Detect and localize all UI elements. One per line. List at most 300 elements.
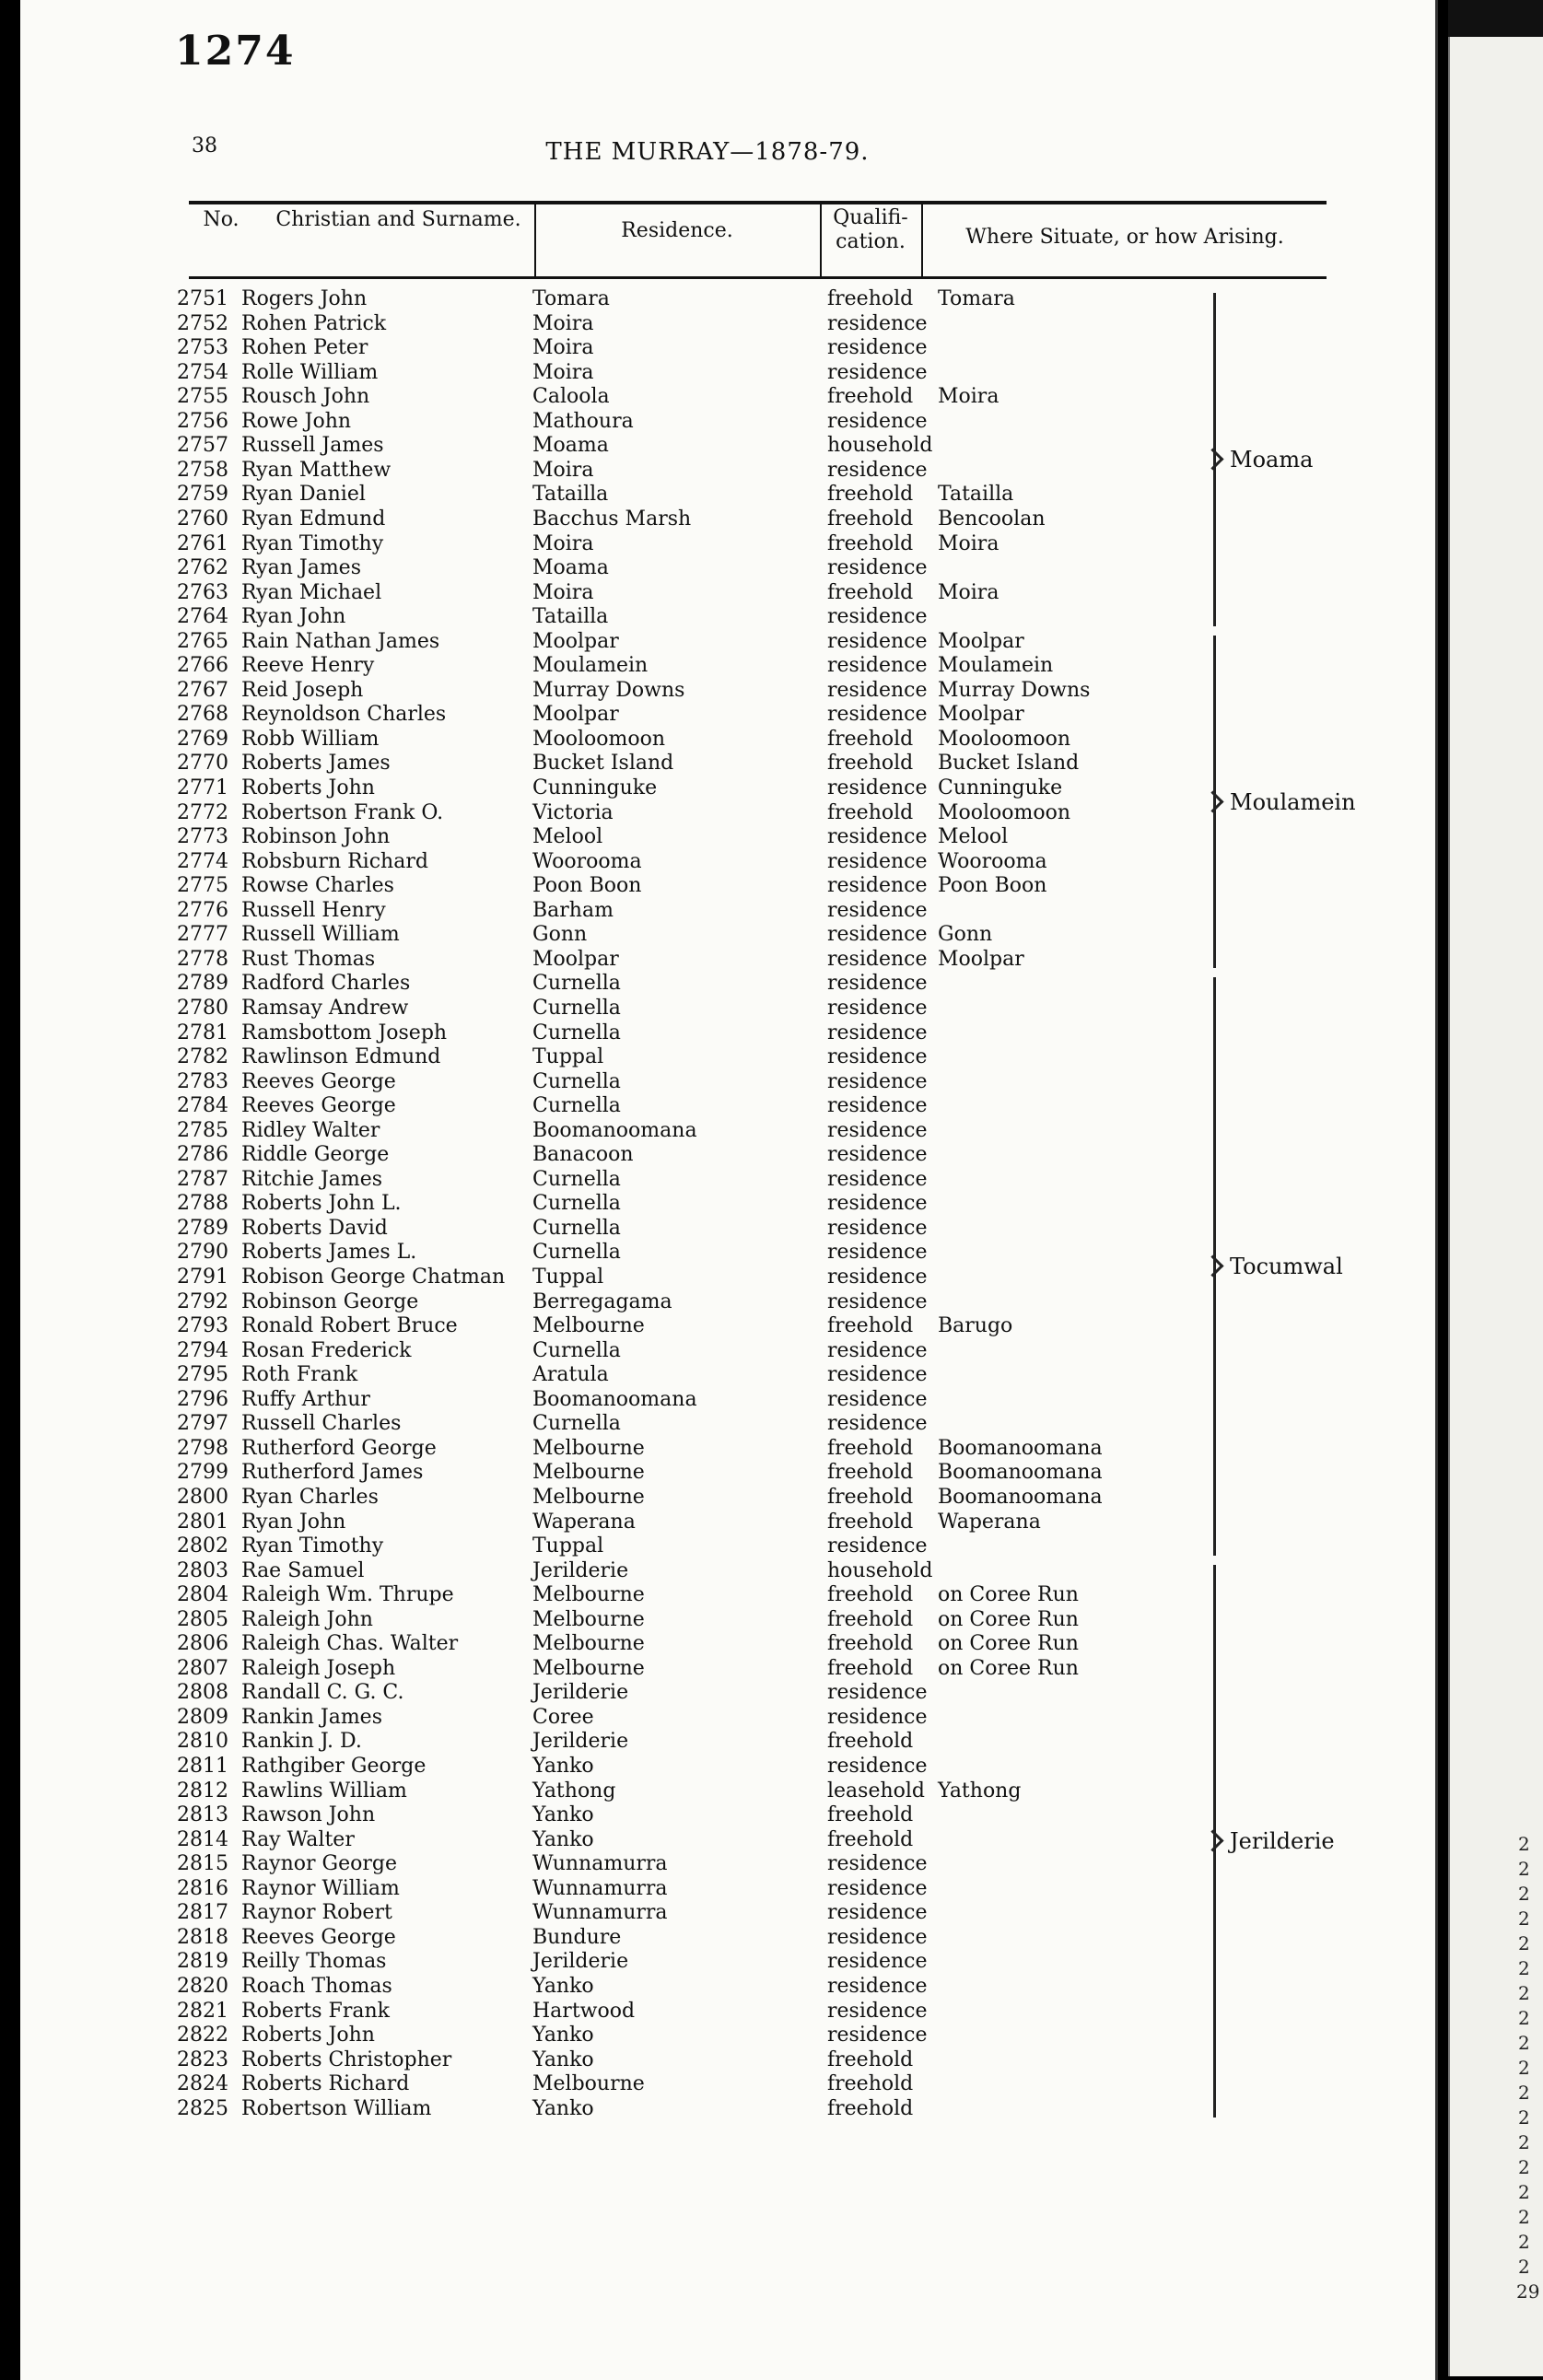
qualification: freehold: [827, 483, 914, 507]
qualification: residence: [827, 1534, 928, 1558]
row-number: 2820: [177, 1974, 228, 1998]
elector-name: Raleigh Chas. Walter: [241, 1632, 459, 1656]
residence: Bacchus Marsh: [532, 507, 692, 531]
district-label: Moulamein: [1230, 788, 1356, 815]
elector-name: Roberts John: [241, 776, 375, 799]
elector-name: Rowse Charles: [241, 874, 394, 898]
elector-name: Roach Thomas: [241, 1974, 392, 1998]
residence: Wunnamurra: [532, 1852, 668, 1876]
residence: Boomanoomana: [532, 1387, 697, 1411]
row-number: 2762: [177, 556, 228, 580]
residence: Melbourne: [532, 1632, 645, 1656]
qualification: residence: [827, 1118, 928, 1142]
residence: Poon Boon: [532, 874, 642, 898]
elector-name: Ryan John: [241, 605, 346, 629]
residence: Melbourne: [532, 2072, 645, 2096]
qualification: residence: [827, 849, 928, 873]
row-number: 2751: [177, 287, 228, 310]
adjacent-page-digit: 2: [1518, 2032, 1530, 2054]
row-number: 2801: [177, 1510, 228, 1534]
residence: Yanko: [532, 2024, 594, 2048]
residence: Victoria: [532, 800, 614, 824]
residence: Jerilderie: [532, 1558, 629, 1582]
where-situate: Boomanoomana: [938, 1436, 1103, 1460]
row-number: 2775: [177, 874, 228, 898]
residence: Curnella: [532, 1167, 621, 1191]
elector-name: Rathgiber George: [241, 1755, 427, 1778]
elector-name: Raynor Robert: [241, 1901, 392, 1925]
where-situate: Boomanoomana: [938, 1461, 1103, 1485]
qualification: leasehold: [827, 1779, 926, 1802]
elector-name: Ruffy Arthur: [241, 1387, 370, 1411]
residence: Waperana: [532, 1510, 636, 1534]
residence: Moira: [532, 458, 594, 482]
residence: Curnella: [532, 1021, 621, 1044]
row-number: 2817: [177, 1901, 228, 1925]
residence: Curnella: [532, 996, 621, 1020]
qualification: freehold: [827, 1827, 914, 1851]
elector-name: Ramsay Andrew: [241, 996, 409, 1020]
row-number: 2770: [177, 752, 228, 776]
residence: Tatailla: [532, 483, 609, 507]
adjacent-page-digit: 2: [1518, 2131, 1530, 2153]
header-residence: Residence.: [621, 219, 733, 242]
adjacent-page-digit: 29: [1516, 2281, 1540, 2303]
residence: Jerilderie: [532, 1950, 629, 1974]
residence: Melbourne: [532, 1485, 645, 1509]
residence: Tomara: [532, 287, 610, 310]
qualification: freehold: [827, 2072, 914, 2096]
adjacent-page-digit: 2: [1518, 1858, 1530, 1880]
qualification: freehold: [827, 1730, 914, 1754]
adjacent-page-digit: 2: [1518, 1932, 1530, 1954]
qualification: freehold: [827, 752, 914, 776]
elector-name: Ramsbottom Joseph: [241, 1021, 448, 1044]
elector-name: Rogers John: [241, 287, 368, 310]
residence: Curnella: [532, 1412, 621, 1436]
where-situate: Gonn: [938, 923, 993, 947]
qualification: freehold: [827, 1485, 914, 1509]
row-number: 2778: [177, 947, 228, 971]
qualification: freehold: [827, 1803, 914, 1827]
residence: Aratula: [532, 1363, 609, 1387]
where-situate: Mooloomoon: [938, 727, 1071, 751]
residence: Jerilderie: [532, 1730, 629, 1754]
row-number: 2807: [177, 1656, 228, 1680]
adjacent-page-digit: 2: [1518, 2181, 1530, 2203]
row-number: 2812: [177, 1779, 228, 1802]
residence: Coree: [532, 1705, 594, 1729]
qualification: residence: [827, 996, 928, 1020]
qualification: freehold: [827, 1510, 914, 1534]
folio-number: 1274: [175, 28, 296, 75]
qualification: residence: [827, 1192, 928, 1216]
row-number: 2766: [177, 654, 228, 678]
row-number: 2761: [177, 531, 228, 555]
qualification: residence: [827, 1069, 928, 1093]
residence: Caloola: [532, 385, 610, 409]
elector-name: Rosan Frederick: [241, 1338, 412, 1362]
elector-name: Robsburn Richard: [241, 849, 428, 873]
elector-name: Reeves George: [241, 1094, 396, 1118]
elector-name: Rawson John: [241, 1803, 376, 1827]
header-qualification: Qualifi-cation.: [833, 206, 908, 253]
qualification: residence: [827, 1094, 928, 1118]
row-number: 2796: [177, 1387, 228, 1411]
qualification: residence: [827, 1167, 928, 1191]
residence: Tatailla: [532, 605, 609, 629]
elector-name: Rankin J. D.: [241, 1730, 362, 1754]
row-number: 2804: [177, 1583, 228, 1607]
where-situate: Moolpar: [938, 947, 1024, 971]
elector-name: Roberts John: [241, 2024, 375, 2048]
elector-name: Ritchie James: [241, 1167, 383, 1191]
where-situate: Moira: [938, 531, 999, 555]
qualification: residence: [827, 1216, 928, 1240]
qualification: residence: [827, 1974, 928, 1998]
row-number: 2782: [177, 1045, 228, 1069]
row-number: 2755: [177, 385, 228, 409]
row-number: 2781: [177, 1021, 228, 1044]
elector-name: Raynor William: [241, 1876, 400, 1900]
residence: Tuppal: [532, 1266, 604, 1289]
page-number: 38: [192, 134, 217, 158]
district-label: Moama: [1230, 446, 1314, 472]
qualification: freehold: [827, 507, 914, 531]
row-number: 2791: [177, 1266, 228, 1289]
residence: Jerilderie: [532, 1681, 629, 1705]
row-number: 2774: [177, 849, 228, 873]
row-number: 2809: [177, 1705, 228, 1729]
row-number: 2768: [177, 703, 228, 727]
elector-name: Reynoldson Charles: [241, 703, 447, 727]
where-situate: Moira: [938, 580, 999, 604]
elector-name: Robertson Frank O.: [241, 800, 444, 824]
where-situate: Boomanoomana: [938, 1485, 1103, 1509]
elector-name: Ryan Timothy: [241, 1534, 384, 1558]
qualification: freehold: [827, 580, 914, 604]
adjacent-page-digit: 2: [1518, 1982, 1530, 2004]
elector-name: Roberts Christopher: [241, 2048, 452, 2071]
qualification: residence: [827, 703, 928, 727]
qualification: freehold: [827, 1632, 914, 1656]
qualification: freehold: [827, 1461, 914, 1485]
residence: Wunnamurra: [532, 1876, 668, 1900]
elector-name: Russell James: [241, 434, 384, 458]
elector-name: Ryan Daniel: [241, 483, 366, 507]
elector-name: Raleigh Joseph: [241, 1656, 396, 1680]
residence: Yanko: [532, 2096, 594, 2120]
qualification: residence: [827, 1681, 928, 1705]
header-no: No.: [203, 208, 240, 231]
elector-name: Ronald Robert Bruce: [241, 1314, 458, 1338]
qualification: freehold: [827, 2096, 914, 2120]
adjacent-page-digit: 2: [1518, 1957, 1530, 1979]
row-number: 2752: [177, 311, 228, 335]
elector-name: Randall C. G. C.: [241, 1681, 404, 1705]
row-number: 2797: [177, 1412, 228, 1436]
elector-name: Rowe John: [241, 409, 352, 433]
row-number: 2793: [177, 1314, 228, 1338]
elector-name: Raleigh John: [241, 1607, 373, 1631]
elector-name: Rolle William: [241, 360, 379, 384]
qualification: household: [827, 434, 933, 458]
elector-name: Robinson George: [241, 1289, 419, 1313]
row-number: 2763: [177, 580, 228, 604]
elector-name: Rawlins William: [241, 1779, 407, 1802]
where-situate: on Coree Run: [938, 1632, 1079, 1656]
where-situate: Cunninguke: [938, 776, 1063, 799]
residence: Yanko: [532, 1827, 594, 1851]
residence: Curnella: [532, 1094, 621, 1118]
elector-name: Roberts Richard: [241, 2072, 410, 2096]
where-situate: Mooloomoon: [938, 800, 1071, 824]
adjacent-page-digit: 2: [1518, 2231, 1530, 2253]
qualification: residence: [827, 458, 928, 482]
elector-name: Ryan James: [241, 556, 361, 580]
elector-name: Roberts James L.: [241, 1241, 417, 1265]
elector-name: Reid Joseph: [241, 678, 364, 702]
where-situate: on Coree Run: [938, 1583, 1079, 1607]
elector-name: Ryan Michael: [241, 580, 382, 604]
where-situate: Yathong: [938, 1779, 1022, 1802]
row-number: 2794: [177, 1338, 228, 1362]
row-number: 2776: [177, 898, 228, 922]
residence: Gonn: [532, 923, 588, 947]
row-number: 2790: [177, 1241, 228, 1265]
running-title: THE MURRAY—1878-79.: [545, 138, 870, 166]
elector-name: Rust Thomas: [241, 947, 376, 971]
elector-name: Riddle George: [241, 1143, 390, 1167]
qualification: residence: [827, 1705, 928, 1729]
residence: Moira: [532, 311, 594, 335]
where-situate: Bencoolan: [938, 507, 1046, 531]
residence: Moama: [532, 434, 609, 458]
residence: Moira: [532, 336, 594, 360]
header-bottom-rule: [189, 276, 1327, 279]
elector-name: Rohen Peter: [241, 336, 368, 360]
elector-name: Ryan Edmund: [241, 507, 386, 531]
elector-name: Robison George Chatman: [241, 1266, 506, 1289]
where-situate: Melool: [938, 825, 1009, 849]
row-number: 2800: [177, 1485, 228, 1509]
elector-name: Russell Charles: [241, 1412, 402, 1436]
row-number: 2802: [177, 1534, 228, 1558]
row-number: 2771: [177, 776, 228, 799]
qualification: freehold: [827, 531, 914, 555]
residence: Berregagama: [532, 1289, 672, 1313]
residence: Moira: [532, 360, 594, 384]
qualification: residence: [827, 1241, 928, 1265]
where-situate: Moulamein: [938, 654, 1054, 678]
adjacent-page-digit: 2: [1518, 2057, 1530, 2079]
row-number: 2783: [177, 1069, 228, 1093]
qualification: residence: [827, 409, 928, 433]
row-number: 2803: [177, 1558, 228, 1582]
residence: Curnella: [532, 1241, 621, 1265]
qualification: residence: [827, 2024, 928, 2048]
qualification: residence: [827, 336, 928, 360]
qualification: freehold: [827, 1314, 914, 1338]
qualification: residence: [827, 1266, 928, 1289]
elector-name: Rousch John: [241, 385, 370, 409]
row-number: 2786: [177, 1143, 228, 1167]
residence: Cunninguke: [532, 776, 658, 799]
adjacent-page-digit: 2: [1518, 2007, 1530, 2029]
row-number: 2819: [177, 1950, 228, 1974]
row-number: 2777: [177, 923, 228, 947]
row-number: 2767: [177, 678, 228, 702]
row-number: 2780: [177, 996, 228, 1020]
qualification: freehold: [827, 1583, 914, 1607]
where-situate: on Coree Run: [938, 1656, 1079, 1680]
district-label: Tocumwal: [1230, 1254, 1343, 1279]
adjacent-page-digit: 2: [1518, 2106, 1530, 2129]
qualification: freehold: [827, 727, 914, 751]
adjacent-page-digit: 2: [1518, 2256, 1530, 2278]
row-number: 2825: [177, 2096, 228, 2120]
elector-name: Ray Walter: [241, 1827, 355, 1851]
qualification: residence: [827, 923, 928, 947]
elector-name: Russell Henry: [241, 898, 386, 922]
header-where: Where Situate, or how Arising.: [965, 226, 1284, 249]
elector-name: Roberts David: [241, 1216, 388, 1240]
residence: Wunnamurra: [532, 1901, 668, 1925]
residence: Moolpar: [532, 947, 619, 971]
row-number: 2805: [177, 1607, 228, 1631]
elector-name: Raynor George: [241, 1852, 397, 1876]
qualification: residence: [827, 629, 928, 653]
elector-name: Rawlinson Edmund: [241, 1045, 441, 1069]
row-number: 2818: [177, 1925, 228, 1949]
column-divider: [820, 201, 822, 278]
residence: Moolpar: [532, 703, 619, 727]
where-situate: Moolpar: [938, 629, 1024, 653]
row-number: 2824: [177, 2072, 228, 2096]
elector-name: Rutherford James: [241, 1461, 424, 1485]
qualification: residence: [827, 972, 928, 996]
residence: Moira: [532, 531, 594, 555]
elector-name: Radford Charles: [241, 972, 411, 996]
qualification: residence: [827, 1143, 928, 1167]
elector-name: Reeve Henry: [241, 654, 375, 678]
row-number: 2816: [177, 1876, 228, 1900]
qualification: residence: [827, 605, 928, 629]
residence: Bundure: [532, 1925, 622, 1949]
where-situate: Murray Downs: [938, 678, 1091, 702]
where-situate: Moira: [938, 385, 999, 409]
qualification: freehold: [827, 1656, 914, 1680]
where-situate: Tatailla: [938, 483, 1014, 507]
row-number: 2787: [177, 1167, 228, 1191]
elector-name: Rankin James: [241, 1705, 382, 1729]
adjacent-page-digit: 2: [1518, 1908, 1530, 1930]
residence: Hartwood: [532, 1999, 636, 2023]
qualification: residence: [827, 654, 928, 678]
row-number: 2795: [177, 1363, 228, 1387]
qualification: residence: [827, 898, 928, 922]
row-number: 2784: [177, 1094, 228, 1118]
elector-name: Robinson John: [241, 825, 391, 849]
elector-name: Roberts Frank: [241, 1999, 390, 2023]
residence: Melbourne: [532, 1461, 645, 1485]
residence: Mooloomoon: [532, 727, 666, 751]
residence: Yathong: [532, 1779, 616, 1802]
where-situate: Bucket Island: [938, 752, 1080, 776]
elector-name: Ryan Charles: [241, 1485, 379, 1509]
where-situate: Tomara: [938, 287, 1015, 310]
qualification: residence: [827, 1999, 928, 2023]
elector-name: Rohen Patrick: [241, 311, 387, 335]
qualification: residence: [827, 1045, 928, 1069]
qualification: residence: [827, 311, 928, 335]
residence: Yanko: [532, 1755, 594, 1778]
adjacent-page-digit: 2: [1518, 2206, 1530, 2228]
qualification: residence: [827, 1901, 928, 1925]
elector-name: Roberts John L.: [241, 1192, 402, 1216]
row-number: 2764: [177, 605, 228, 629]
row-number: 2753: [177, 336, 228, 360]
residence: Curnella: [532, 1069, 621, 1093]
residence: Murray Downs: [532, 678, 685, 702]
row-number: 2760: [177, 507, 228, 531]
elector-name: Reeves George: [241, 1925, 396, 1949]
residence: Moulamein: [532, 654, 649, 678]
qualification: residence: [827, 1755, 928, 1778]
row-number: 2758: [177, 458, 228, 482]
header-name: Christian and Surname.: [275, 208, 521, 231]
qualification: residence: [827, 1925, 928, 1949]
row-number: 2788: [177, 1192, 228, 1216]
row-number: 2769: [177, 727, 228, 751]
where-situate: on Coree Run: [938, 1607, 1079, 1631]
row-number: 2773: [177, 825, 228, 849]
where-situate: Barugo: [938, 1314, 1013, 1338]
elector-name: Raleigh Wm. Thrupe: [241, 1583, 454, 1607]
row-number: 2823: [177, 2048, 228, 2071]
residence: Melbourne: [532, 1314, 645, 1338]
row-number: 2808: [177, 1681, 228, 1705]
row-number: 2785: [177, 1118, 228, 1142]
qualification: residence: [827, 556, 928, 580]
row-number: 2789: [177, 1216, 228, 1240]
residence: Moama: [532, 556, 609, 580]
row-number: 2756: [177, 409, 228, 433]
residence: Yanko: [532, 2048, 594, 2071]
qualification: freehold: [827, 287, 914, 310]
qualification: household: [827, 1558, 933, 1582]
elector-name: Reeves George: [241, 1069, 396, 1093]
residence: Melool: [532, 825, 603, 849]
elector-name: Rutherford George: [241, 1436, 437, 1460]
header-top-rule: [189, 201, 1327, 204]
elector-name: Ridley Walter: [241, 1118, 380, 1142]
residence: Woorooma: [532, 849, 642, 873]
residence: Barham: [532, 898, 614, 922]
residence: Curnella: [532, 1192, 621, 1216]
row-number: 2765: [177, 629, 228, 653]
where-situate: Woorooma: [938, 849, 1047, 873]
where-situate: Moolpar: [938, 703, 1024, 727]
row-number: 2799: [177, 1461, 228, 1485]
residence: Melbourne: [532, 1607, 645, 1631]
residence: Yanko: [532, 1974, 594, 1998]
qualification: freehold: [827, 1607, 914, 1631]
residence: Banacoon: [532, 1143, 634, 1167]
elector-name: Ryan Matthew: [241, 458, 392, 482]
qualification: residence: [827, 1363, 928, 1387]
elector-name: Ryan John: [241, 1510, 346, 1534]
